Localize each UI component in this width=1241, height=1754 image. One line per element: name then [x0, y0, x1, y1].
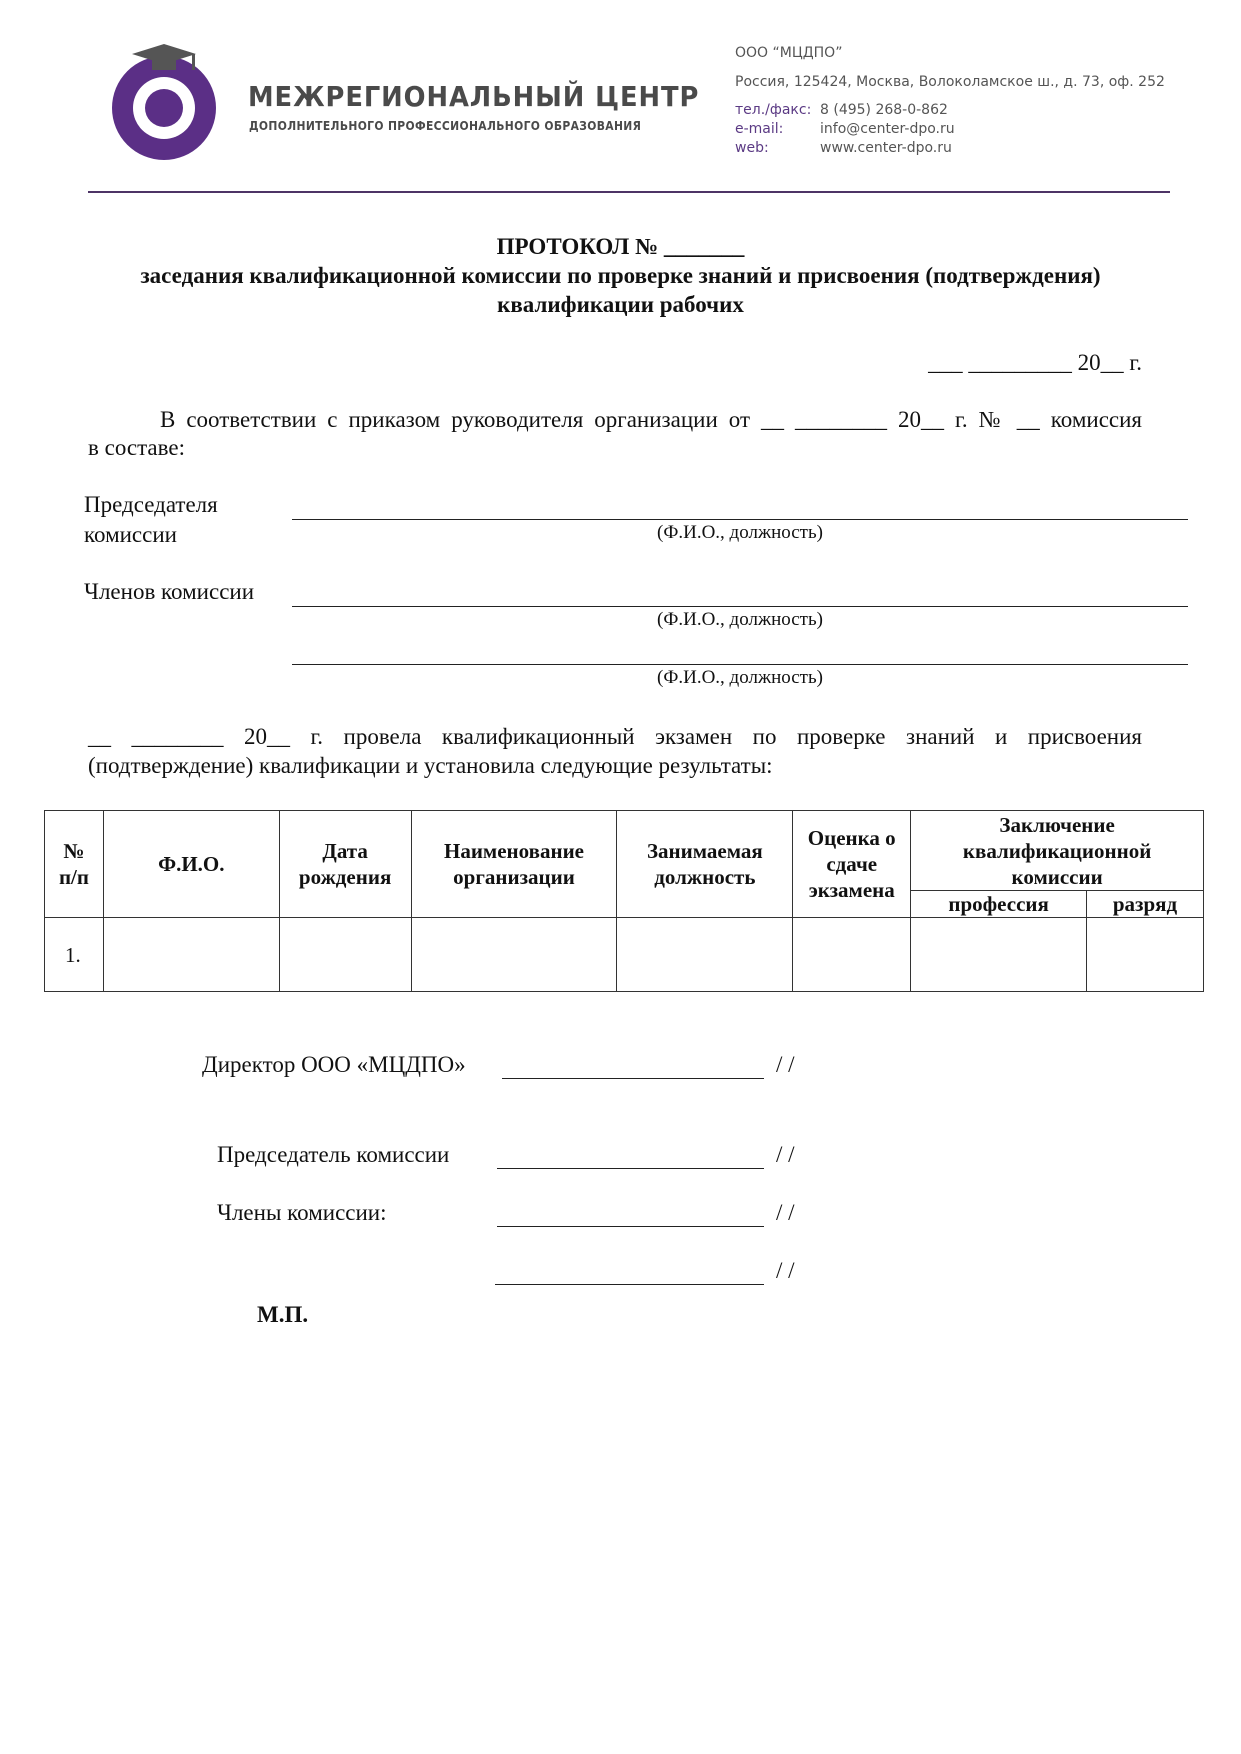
member-fill-line-2[interactable]	[292, 664, 1188, 665]
chairman-sign-label: Председатель комиссии	[217, 1142, 450, 1167]
web-label: web:	[735, 140, 769, 156]
protocol-title: ПРОТОКОЛ № _______	[496, 234, 745, 259]
chairman-signature-line[interactable]	[497, 1168, 764, 1169]
results-table	[44, 810, 1204, 992]
cell-organization[interactable]	[411, 918, 617, 992]
cell-fio[interactable]	[103, 918, 279, 992]
header-conclusion: Заключение квалификационной комиссии	[911, 811, 1204, 891]
cell-rank[interactable]	[1087, 918, 1204, 992]
organization-name: МЕЖРЕГИОНАЛЬНЫЙ ЦЕНТР	[248, 80, 700, 113]
email-label: e-mail:	[735, 121, 784, 137]
cell-exam-grade[interactable]	[793, 918, 911, 992]
member-signature-line-2[interactable]	[495, 1284, 764, 1285]
member-slash-2: / /	[776, 1258, 795, 1283]
protocol-subtitle-2: квалификации рабочих	[497, 292, 744, 317]
organization-subtitle: ДОПОЛНИТЕЛЬНОГО ПРОФЕССИОНАЛЬНОГО ОБРАЗОВАНИЯ	[249, 118, 642, 133]
intro-text-2: в составе:	[88, 435, 185, 460]
members-sign-label: Члены комиссии:	[217, 1200, 387, 1225]
stamp-place: М.П.	[257, 1302, 309, 1327]
member-caption-2: (Ф.И.О., должность)	[657, 667, 823, 688]
director-label: Директор ООО «МЦДПО»	[202, 1052, 466, 1077]
chairman-label: Председателя	[84, 492, 218, 517]
exam-text-2: (подтверждение) квалификации и установила следующие результаты:	[88, 753, 773, 778]
header-divider	[88, 191, 1170, 193]
protocol-date: ___ _________ 20__ г.	[928, 350, 1142, 375]
web-value: www.center-dpo.ru	[820, 140, 952, 156]
header-exam-grade: Оценка о сдаче экзамена	[793, 811, 911, 918]
cell-position[interactable]	[617, 918, 793, 992]
header-profession: профессия	[911, 891, 1087, 918]
header-position: Занимаемая должность	[617, 811, 793, 918]
director-signature-line[interactable]	[502, 1078, 764, 1079]
row-number: 1.	[45, 918, 104, 992]
cell-profession[interactable]	[911, 918, 1087, 992]
organization-logo	[108, 44, 220, 160]
exam-text: __ ________ 20__ г. провела квалификационный экзамен по проверке знаний и присвоения	[88, 724, 1142, 749]
chairman-label-2: комиссии	[84, 522, 177, 547]
chairman-fill-line[interactable]	[292, 519, 1188, 520]
members-label: Членов комиссии	[84, 579, 255, 604]
intro-text: В соответствии с приказом руководителя организации от __ ________ 20__ г. № __ комиссия	[160, 407, 1142, 432]
email-value: info@center-dpo.ru	[820, 121, 955, 137]
member-signature-line[interactable]	[497, 1226, 764, 1227]
chairman-caption: (Ф.И.О., должность)	[657, 522, 823, 543]
table-row	[45, 918, 1204, 992]
header-organization: Наименование организации	[411, 811, 617, 918]
header-birth-date: Дата рождения	[279, 811, 411, 918]
header-num: № п/п	[45, 811, 104, 918]
company-address: Россия, 125424, Москва, Волоколамское ш., д. 73, оф. 252	[735, 74, 1165, 90]
member-fill-line[interactable]	[292, 606, 1188, 607]
company-name: ООО “МЦДПО”	[735, 45, 843, 61]
header-rank: разряд	[1087, 891, 1204, 918]
phone-value: 8 (495) 268-0-862	[820, 102, 948, 118]
phone-label: тел./факс:	[735, 102, 812, 118]
cell-birth-date[interactable]	[279, 918, 411, 992]
member-slash: / /	[776, 1200, 795, 1225]
director-slash: / /	[776, 1052, 795, 1077]
protocol-subtitle: заседания квалификационной комиссии по проверке знаний и присвоения (подтверждения)	[140, 263, 1101, 288]
chairman-slash: / /	[776, 1142, 795, 1167]
header-fio: Ф.И.О.	[103, 811, 279, 918]
member-caption: (Ф.И.О., должность)	[657, 609, 823, 630]
